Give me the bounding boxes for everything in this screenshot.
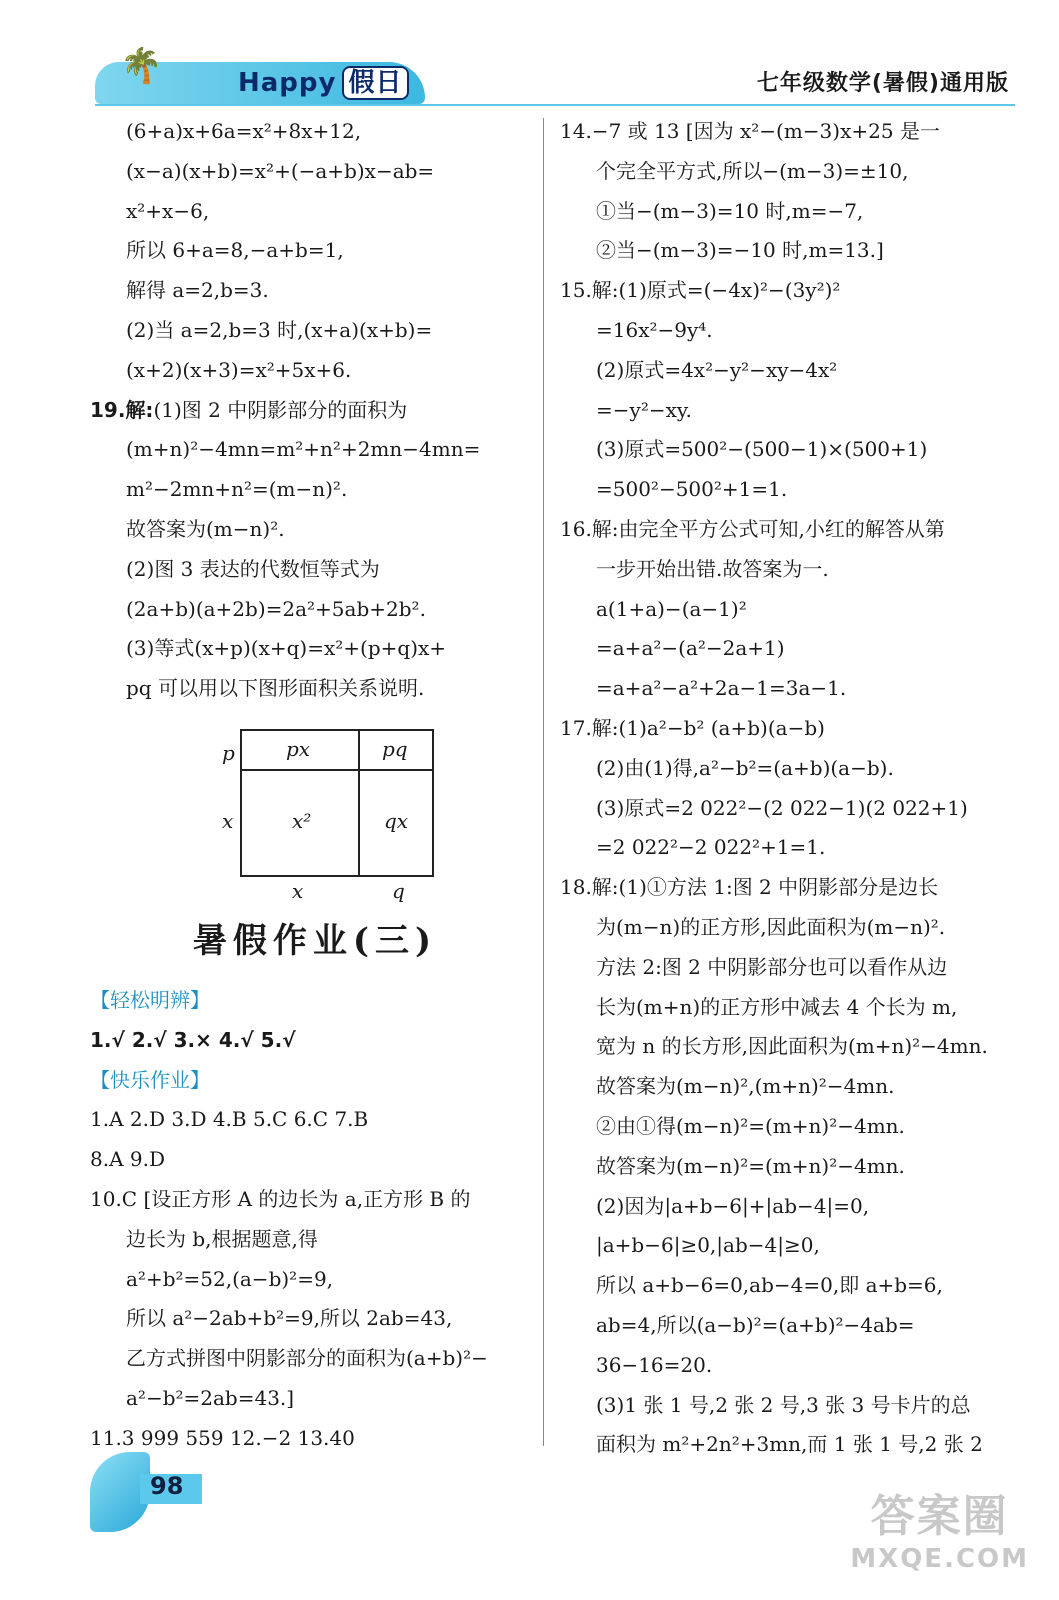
logo-text: Happy bbox=[238, 68, 337, 98]
diagram-text-qx: qx bbox=[384, 808, 409, 833]
text-line: 为(m−n)的正方形,因此面积为(m−n)². bbox=[596, 914, 946, 939]
diagram-text-pq: pq bbox=[382, 736, 408, 761]
right-column bbox=[560, 112, 1010, 1465]
diagram-label-x: x bbox=[222, 808, 234, 833]
text-line: (2)图 3 表达的代数恒等式为 bbox=[126, 556, 380, 581]
text-line: 故答案为(m−n)²=(m+n)²−4mn. bbox=[596, 1153, 905, 1178]
text-line: 14.−7 或 13 [因为 x²−(m−3)x+25 是一 bbox=[560, 119, 940, 143]
text-line: (2)由(1)得,a²−b²=(a+b)(a−b). bbox=[596, 755, 894, 780]
text-line: |a+b−6|≥0,|ab−4|≥0, bbox=[596, 1233, 820, 1258]
text-line: 边长为 b,根据题意,得 bbox=[126, 1226, 318, 1251]
text-line: =a+a²−(a²−2a+1) bbox=[596, 636, 785, 661]
text-line: 一步开始出错.故答案为一. bbox=[596, 556, 829, 581]
text-line: (2)因为|a+b−6|+|ab−4|=0, bbox=[596, 1193, 870, 1218]
diagram-label-x-bottom: x bbox=[292, 878, 304, 903]
text-line: 乙方式拼图中阴影部分的面积为(a+b)²− bbox=[126, 1346, 488, 1371]
text-line: (m+n)²−4mn=m²+n²+2mn−4mn= bbox=[126, 437, 481, 462]
text-line: m²−2mn+n²=(m−n)². bbox=[126, 477, 348, 502]
question-number: 19. bbox=[90, 397, 126, 422]
text-line: a²−b²=2ab=43.] bbox=[126, 1385, 295, 1410]
text-line: (6+a)x+6a=x²+8x+12, bbox=[126, 119, 362, 143]
text-line: 宽为 n 的长方形,因此面积为(m+n)²−4mn. bbox=[596, 1034, 988, 1059]
text-line: 18.解:(1)①方法 1:图 2 中阴影部分是边长 bbox=[560, 875, 939, 900]
text-line: =500²−500²+1=1. bbox=[596, 477, 788, 502]
text-line: 个完全平方式,所以−(m−3)=±10, bbox=[596, 158, 909, 183]
text-line: 所以 a+b−6=0,ab−4=0,即 a+b=6, bbox=[596, 1273, 943, 1298]
text-line: ②当−(m−3)=−10 时,m=13.] bbox=[596, 238, 884, 263]
text-line: =16x²−9y⁴. bbox=[596, 317, 713, 342]
column-divider bbox=[543, 118, 544, 1446]
section-tag: 【快乐作业】 bbox=[90, 1067, 210, 1092]
text-line: =a+a²−a²+2a−1=3a−1. bbox=[596, 676, 847, 701]
diagram-text-x2: x² bbox=[292, 808, 312, 833]
left-column bbox=[90, 112, 540, 1459]
text-line: 解得 a=2,b=3. bbox=[126, 278, 269, 303]
text-line: =−y²−xy. bbox=[596, 397, 692, 422]
text-line: (2)当 a=2,b=3 时,(x+a)(x+b)= bbox=[126, 317, 433, 342]
text-line: 15.解:(1)原式=(−4x)²−(3y²)² bbox=[560, 278, 841, 303]
section-tag: 【轻松明辨】 bbox=[90, 987, 210, 1012]
watermark bbox=[850, 1480, 1029, 1574]
text-line: 面积为 m²+2n²+3mn,而 1 张 1 号,2 张 2 bbox=[596, 1432, 983, 1457]
text-line: 故答案为(m−n)². bbox=[126, 516, 285, 541]
text-line: =2 022²−2 022²+1=1. bbox=[596, 835, 826, 860]
header-divider bbox=[95, 104, 1015, 106]
watermark-logo: 答案圈 bbox=[870, 1491, 1009, 1542]
text-line: ab=4,所以(a−b)²=(a+b)²−4ab= bbox=[596, 1312, 915, 1337]
text-line: (x+2)(x+3)=x²+5x+6. bbox=[126, 357, 352, 382]
text-line: 36−16=20. bbox=[596, 1352, 713, 1377]
choice-answers: 1.A 2.D 3.D 4.B 5.C 6.C 7.B bbox=[90, 1107, 369, 1132]
choice-answers: 8.A 9.D bbox=[90, 1147, 165, 1172]
fill-answers: 11.3 999 559 12.−2 13.40 bbox=[90, 1425, 355, 1450]
diagram-label-p: p bbox=[222, 740, 235, 765]
text-line: 10.C [设正方形 A 的边长为 a,正方形 B 的 bbox=[90, 1186, 471, 1211]
judge-answers: 1.√ 2.√ 3.× 4.√ 5.√ bbox=[90, 1027, 296, 1052]
text-line: 所以 a²−2ab+b²=9,所以 2ab=43, bbox=[126, 1306, 453, 1331]
text-line: 所以 6+a=8,−a+b=1, bbox=[126, 238, 344, 263]
diagram-text-px: px bbox=[286, 736, 311, 761]
area-diagram bbox=[90, 719, 540, 903]
text-line: 17.解:(1)a²−b² (a+b)(a−b) bbox=[560, 715, 825, 740]
text-line: ①当−(m−3)=10 时,m=−7, bbox=[596, 198, 864, 223]
text-line: (x−a)(x+b)=x²+(−a+b)x−ab= bbox=[126, 158, 435, 183]
diagram-label-q-bottom: q bbox=[392, 878, 405, 903]
text-line: (2a+b)(a+2b)=2a²+5ab+2b². bbox=[126, 596, 426, 621]
text-line: a²+b²=52,(a−b)²=9, bbox=[126, 1266, 334, 1291]
page-header bbox=[0, 0, 1059, 110]
page-number: 98 bbox=[150, 1472, 184, 1500]
text-line: (3)等式(x+p)(x+q)=x²+(p+q)x+ bbox=[126, 636, 447, 661]
text-line: (3)原式=500²−(500−1)×(500+1) bbox=[596, 437, 928, 462]
text-line: 方法 2:图 2 中阴影部分也可以看作从边 bbox=[596, 954, 948, 979]
text-line: a(1+a)−(a−1)² bbox=[596, 596, 747, 621]
text-line: 故答案为(m−n)²,(m+n)²−4mn. bbox=[596, 1074, 895, 1099]
text-line: (3)1 张 1 号,2 张 2 号,3 张 3 号卡片的总 bbox=[596, 1392, 971, 1417]
text-line: x²+x−6, bbox=[126, 198, 210, 223]
text-line: ②由①得(m−n)²=(m+n)²−4mn. bbox=[596, 1113, 905, 1138]
logo-badge: 假日 bbox=[342, 66, 408, 100]
question-19-header bbox=[90, 391, 540, 431]
text-line: (3)原式=2 022²−(2 022−1)(2 022+1) bbox=[596, 795, 968, 820]
text-line: (2)原式=4x²−y²−xy−4x² bbox=[596, 357, 838, 382]
section-title: 暑假作业(三) bbox=[192, 920, 438, 961]
palm-tree-icon: 🌴 bbox=[120, 46, 163, 86]
text-line: 16.解:由完全平方公式可知,小红的解答从第 bbox=[560, 516, 945, 541]
text-line: (1)图 2 中阴影部分的面积为 bbox=[153, 397, 408, 422]
watermark-url: MXQE.COM bbox=[850, 1544, 1029, 1574]
text-line: 长为(m+n)的正方形中减去 4 个长为 m, bbox=[596, 994, 958, 1019]
text-line: pq 可以用以下图形面积关系说明. bbox=[126, 676, 425, 701]
book-title: 七年级数学(暑假)通用版 bbox=[756, 71, 1009, 96]
solution-label: 解: bbox=[125, 397, 154, 422]
logo bbox=[238, 62, 409, 99]
